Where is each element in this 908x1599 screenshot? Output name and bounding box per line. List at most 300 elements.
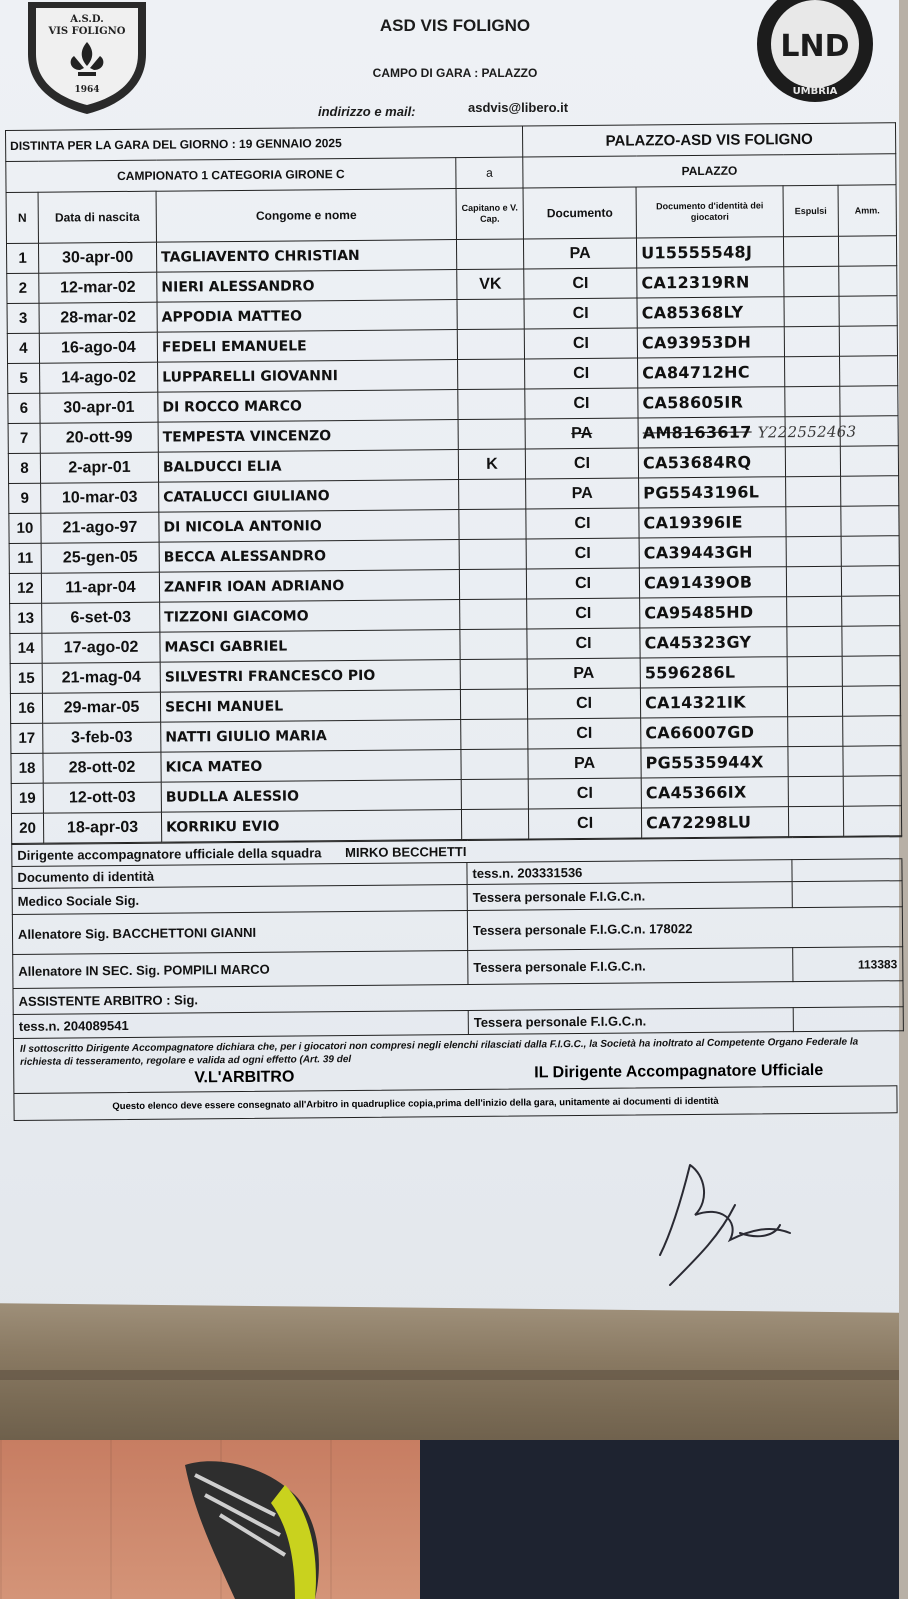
player-document-type-text: CI <box>573 394 590 412</box>
player-number-text: 8 <box>20 459 29 477</box>
player-birth-date-text: 12-mar-02 <box>59 278 136 297</box>
document-header <box>0 0 899 140</box>
player-number-text: 11 <box>17 549 34 567</box>
player-number-text: 17 <box>18 729 36 747</box>
player-captain <box>460 629 527 660</box>
player-document-id-text: CA91439OB <box>643 572 753 593</box>
logo-line1: A.S.D. <box>70 14 104 25</box>
player-document-id <box>638 417 857 448</box>
player-document-type <box>524 328 637 359</box>
player-captain <box>459 539 526 570</box>
player-document-type <box>526 538 639 569</box>
player-captain <box>460 659 527 690</box>
player-document-id <box>640 597 787 628</box>
player-captain <box>461 719 528 750</box>
player-number <box>7 273 39 303</box>
player-document-id <box>639 537 786 568</box>
player-amm <box>843 776 901 807</box>
player-document-type-text: CI <box>576 724 593 742</box>
player-document-id-text: CA93953DH <box>641 332 752 353</box>
player-document-id-text: CA95485HD <box>644 602 754 623</box>
player-name <box>159 480 459 513</box>
player-birth-date-text: 30-apr-00 <box>61 248 134 267</box>
player-name-text: KICA MATEO <box>165 758 263 776</box>
player-document-id-text: CA45323GY <box>644 632 752 653</box>
assistente-label: ASSISTENTE ARBITRO : Sig. <box>13 981 903 1015</box>
allenatore-label: Allenatore Sig. BACCHETTONI GIANNI <box>12 910 467 954</box>
player-captain <box>457 269 524 300</box>
player-birth-date <box>39 302 157 333</box>
player-document-type <box>525 358 638 389</box>
player-document-id <box>641 717 788 748</box>
player-name-text: DI ROCCO MARCO <box>162 397 302 416</box>
player-document-id <box>639 507 786 538</box>
player-document-id-text: CA72298LU <box>646 812 752 833</box>
player-document-id-text: CA66007GD <box>645 722 755 743</box>
player-name <box>156 240 456 273</box>
col-expelled: Espulsi <box>783 185 838 236</box>
player-birth-date-text: 30-apr-01 <box>63 398 135 417</box>
player-birth-date-text: 11-apr-04 <box>65 578 136 596</box>
player-number-text: 2 <box>18 279 28 297</box>
player-number <box>11 723 43 753</box>
player-amm <box>843 716 901 747</box>
dirigente-label: Dirigente accompagnatore ufficiale della squadra <box>17 845 322 863</box>
player-expelled <box>787 656 842 686</box>
player-document-id-text: PG5535944X <box>645 752 764 773</box>
player-document-id-text: CA39443GH <box>643 542 753 563</box>
player-document-type <box>524 268 637 299</box>
footer-instruction: Questo elenco deve essere consegnato all'Arbitro in quadruplice copia,prima dell'inizio della gara, unitamente ai documenti di identità <box>13 1085 897 1121</box>
player-birth-date-text: 25-gen-05 <box>62 548 138 567</box>
player-number <box>10 663 42 693</box>
player-birth-date-text: 29-mar-05 <box>63 698 140 717</box>
club-name: ASD VIS FOLIGNO <box>379 16 531 35</box>
player-captain <box>460 689 527 720</box>
player-document-type <box>526 508 639 539</box>
player-captain <box>459 479 526 510</box>
player-expelled <box>786 536 841 566</box>
match-roster <box>5 122 908 1121</box>
player-document-type <box>528 748 641 779</box>
player-birth-date <box>41 572 159 603</box>
player-name <box>161 780 461 813</box>
player-name-text: TIZZONI GIACOMO <box>164 607 309 626</box>
player-number <box>9 543 41 573</box>
allenatore-tessera: Tessera personale F.I.G.C.n. 178022 <box>467 907 902 951</box>
lnd-logo-text: LND <box>780 29 850 64</box>
player-amm <box>841 536 899 567</box>
player-document-type <box>525 448 638 479</box>
player-amm <box>841 476 899 507</box>
roster-table <box>5 122 902 844</box>
player-name <box>157 300 457 333</box>
player-expelled <box>786 476 841 506</box>
allenatore2-number: 113383 <box>793 947 903 982</box>
col-birth: Data di nascita <box>38 191 156 243</box>
player-document-type <box>524 238 637 269</box>
player-document-type <box>527 688 640 719</box>
player-document-id-text: CA53684RQ <box>642 452 752 473</box>
player-document-type <box>528 778 641 809</box>
player-birth-date-text: 14-ago-02 <box>61 368 137 387</box>
player-expelled <box>787 596 842 626</box>
player-document-type <box>524 298 637 329</box>
player-amm <box>841 566 899 597</box>
player-document-id-text: U15555548J <box>641 242 753 263</box>
player-birth-date <box>40 392 158 423</box>
player-number <box>9 483 41 513</box>
person-leg <box>420 1440 899 1599</box>
player-number <box>7 333 39 363</box>
player-name-text: ZANFIR IOAN ADRIANO <box>163 577 345 596</box>
documento-value: tess.n. 203331536 <box>467 860 792 885</box>
player-document-id <box>639 567 786 598</box>
player-name <box>159 510 459 543</box>
player-captain <box>461 749 528 780</box>
arbitro-label: V.L'ARBITRO <box>194 1068 295 1087</box>
player-amm <box>842 626 900 657</box>
player-document-id <box>637 237 784 268</box>
staff-table <box>11 836 904 1039</box>
player-document-id <box>638 357 785 388</box>
match-location: PALAZZO <box>523 154 896 188</box>
player-birth-date-text: 28-ott-02 <box>68 758 136 776</box>
player-number-text: 14 <box>17 639 35 657</box>
player-birth-date-text: 21-mag-04 <box>61 668 141 687</box>
player-name <box>158 360 458 393</box>
player-number-text: 6 <box>19 399 29 417</box>
player-number-text: 18 <box>18 759 36 777</box>
player-number <box>8 423 40 453</box>
player-name-text: SECHI MANUEL <box>164 698 284 716</box>
documento-extra <box>792 859 902 882</box>
player-document-id-text: PG5543196L <box>643 482 760 503</box>
player-birth-date <box>43 752 161 783</box>
player-amm <box>842 686 900 717</box>
player-number <box>8 393 40 423</box>
player-document-type-text: CI <box>573 364 590 382</box>
allenatore2-label: Allenatore IN SEC. Sig. POMPILI MARCO <box>13 950 468 988</box>
assistente-extra <box>793 1007 903 1032</box>
campo-di-gara: CAMPO DI GARA : PALAZZO <box>372 66 538 80</box>
player-birth-date <box>42 632 160 663</box>
player-number-text: 12 <box>17 579 34 597</box>
player-amm <box>840 446 898 477</box>
player-document-type-text: CI <box>572 274 589 292</box>
handwritten-signature-icon <box>650 1145 810 1295</box>
player-expelled <box>787 686 842 716</box>
player-birth-date <box>38 242 156 273</box>
player-birth-date <box>40 362 158 393</box>
player-expelled <box>785 446 840 476</box>
campionato-label: CAMPIONATO 1 CATEGORIA GIRONE C <box>6 158 456 193</box>
player-birth-date <box>43 722 161 753</box>
player-document-id <box>640 627 787 658</box>
col-amm: Amm. <box>838 185 896 237</box>
player-captain <box>458 359 525 390</box>
player-document-id-text: CA84712HC <box>642 362 750 383</box>
player-name <box>160 630 460 663</box>
player-number-text: 20 <box>19 819 37 837</box>
player-name <box>160 660 460 693</box>
player-document-type-text: CI <box>576 784 593 802</box>
player-name <box>161 720 461 753</box>
player-document-id-text: CA85368LY <box>641 302 744 323</box>
player-name-text: TEMPESTA VINCENZO <box>162 427 332 446</box>
player-birth-date <box>43 812 161 843</box>
player-document-type-text: PA <box>569 244 591 262</box>
medico-label: Medico Sociale Sig. <box>12 884 467 914</box>
player-birth-date-text: 20-ott-99 <box>65 428 133 446</box>
player-number <box>6 243 38 273</box>
player-number <box>11 813 43 843</box>
player-birth-date-text: 6-set-03 <box>70 608 132 626</box>
club-logo-shield-icon <box>22 0 152 116</box>
assistente-tess: tess.n. 204089541 <box>13 1010 468 1038</box>
player-name <box>161 750 461 783</box>
player-captain <box>461 809 528 840</box>
player-birth-date <box>40 422 158 453</box>
board-edge <box>0 1370 899 1380</box>
player-number <box>10 603 42 633</box>
player-name-text: NATTI GIULIO MARIA <box>165 727 327 746</box>
player-name-text: FEDELI EMANUELE <box>161 337 307 356</box>
player-birth-date <box>40 452 158 483</box>
dirigente-signature-label: IL Dirigente Accompagnatore Ufficiale <box>534 1061 824 1082</box>
player-document-type <box>525 388 638 419</box>
player-number-text: 1 <box>18 249 27 267</box>
player-document-type <box>527 628 640 659</box>
player-birth-date <box>41 482 159 513</box>
medico-extra <box>792 881 902 908</box>
player-captain <box>459 569 526 600</box>
col-name: Congome e nome <box>156 189 456 243</box>
logo-line2: VIS FOLIGNO <box>48 26 126 37</box>
player-captain <box>459 509 526 540</box>
player-name <box>160 690 460 723</box>
player-name <box>160 600 460 633</box>
player-expelled <box>784 296 839 326</box>
player-captain <box>457 329 524 360</box>
player-document-id-text: 5596286L <box>644 662 736 683</box>
column-header-row <box>6 185 896 244</box>
player-name <box>161 810 461 843</box>
player-document-id-text: CA58605IR <box>642 392 744 413</box>
player-document-id-text: AM8163617 <box>642 422 752 443</box>
player-name-text: NIERI ALESSANDRO <box>161 277 315 296</box>
player-document-id <box>637 327 784 358</box>
player-expelled <box>784 236 839 266</box>
player-name-text: BALDUCCI ELIA <box>162 458 282 476</box>
player-captain <box>458 449 525 480</box>
player-name <box>159 570 459 603</box>
player-amm <box>842 656 900 687</box>
player-expelled <box>785 356 840 386</box>
player-document-type-text: CI <box>574 514 591 532</box>
player-amm <box>839 326 897 357</box>
match-teams: PALAZZO-ASD VIS FOLIGNO <box>523 123 896 157</box>
player-captain <box>458 419 525 450</box>
allenatore2-tessera: Tessera personale F.I.G.C.n. <box>468 948 793 985</box>
player-birth-date <box>42 692 160 723</box>
player-number-text: 5 <box>19 369 28 387</box>
player-document-id-text: CA12319RN <box>641 272 750 293</box>
col-document: Documento <box>523 187 636 239</box>
player-document-type <box>527 598 640 629</box>
col-captain: Capitano e V. Cap. <box>456 188 523 240</box>
player-expelled <box>785 386 840 416</box>
player-document-type <box>525 418 638 449</box>
player-amm <box>843 806 901 837</box>
shoe-icon <box>175 1455 335 1599</box>
player-document-id <box>637 267 784 298</box>
address-label: indirizzo e mail: <box>318 104 416 119</box>
player-document-type <box>526 568 639 599</box>
player-amm <box>843 746 901 777</box>
player-birth-date <box>41 512 159 543</box>
player-number-text: 16 <box>18 699 35 717</box>
player-document-id <box>637 297 784 328</box>
player-document-type-text: PA <box>573 754 596 772</box>
player-document-type-text: PA <box>573 664 595 682</box>
player-number <box>8 363 40 393</box>
player-name-text: TAGLIAVENTO CHRISTIAN <box>161 247 360 266</box>
documento-label: Documento di identità <box>12 862 467 888</box>
player-document-type-text: CI <box>574 574 592 592</box>
assistente-tessera: Tessera personale F.I.G.C.n. <box>468 1008 793 1035</box>
player-captain <box>458 389 525 420</box>
player-number <box>9 513 41 543</box>
handwritten-correction: Y222552463 <box>757 422 857 442</box>
player-captain <box>461 779 528 810</box>
player-expelled <box>788 716 843 746</box>
player-amm <box>839 236 897 267</box>
player-number-text: 10 <box>16 519 34 537</box>
player-name-text: BUDLLA ALESSIO <box>165 787 300 806</box>
player-number <box>8 453 40 483</box>
player-document-id-text: CA45366IX <box>645 782 747 803</box>
player-expelled <box>788 806 843 836</box>
player-name-text: SILVESTRI FRANCESCO PIO <box>164 667 376 686</box>
player-document-type-text: CI <box>575 604 592 622</box>
player-birth-date-text: 16-ago-04 <box>60 338 136 357</box>
player-captain <box>457 299 524 330</box>
player-birth-date <box>43 782 161 813</box>
logo-year: 1964 <box>74 85 100 95</box>
player-birth-date <box>39 272 157 303</box>
player-number-text: 3 <box>18 309 28 327</box>
player-document-type <box>526 478 639 509</box>
player-document-type-text: CI <box>575 634 592 652</box>
player-name-text: CATALUCCI GIULIANO <box>163 487 330 506</box>
player-name-text: LUPPARELLI GIOVANNI <box>162 367 338 386</box>
player-number <box>9 573 41 603</box>
player-amm <box>841 506 899 537</box>
player-expelled <box>786 566 841 596</box>
player-birth-date-text: 3-feb-03 <box>71 728 133 746</box>
player-birth-date-text: 2-apr-01 <box>68 458 131 476</box>
player-amm <box>840 386 898 417</box>
player-document-id <box>639 477 786 508</box>
player-document-type-text: CI <box>577 814 594 832</box>
lnd-logo-region: UMBRIA <box>792 86 838 97</box>
distinta-label: DISTINTA PER LA GARA DEL GIORNO : 19 GENNAIO 2025 <box>6 126 523 162</box>
player-birth-date <box>42 602 160 633</box>
player-document-id <box>641 807 788 838</box>
player-name <box>158 420 458 453</box>
player-document-type-text: CI <box>572 334 590 352</box>
player-number-text: 4 <box>19 339 28 357</box>
player-name-text: DI NICOLA ANTONIO <box>163 517 322 536</box>
player-birth-date <box>42 662 160 693</box>
player-document-type-text: PA <box>571 424 593 442</box>
player-document-id-text: CA14321IK <box>644 692 746 713</box>
player-captain <box>456 239 523 270</box>
player-number-text: 9 <box>20 489 29 507</box>
player-name <box>159 540 459 573</box>
address-email: asdvis@libero.it <box>468 100 569 115</box>
player-document-type-text: CI <box>572 304 589 322</box>
player-document-type <box>528 808 641 839</box>
player-number-text: 15 <box>17 669 35 687</box>
player-document-type-text: CI <box>573 454 591 472</box>
player-document-type <box>527 658 640 689</box>
declaration-note: Il sottoscritto Dirigente Accompagnatore dichiara che, per i giocatori non compresi negli elenchi rilasciati dalla F.I.G.C., la Società ha inoltrato al Competente Organo Federale la richiesta di tesseramento, regolare e valida ad ogni effetto (Art. 39 del <box>13 1031 904 1069</box>
player-number <box>10 693 42 723</box>
player-amm <box>839 266 897 297</box>
player-birth-date-text: 28-mar-02 <box>60 308 137 327</box>
player-document-id <box>638 387 785 418</box>
player-document-type-text: CI <box>574 544 591 562</box>
player-amm <box>840 356 898 387</box>
player-expelled <box>784 326 839 356</box>
player-name-text: KORRIKU EVIO <box>166 818 280 836</box>
player-name <box>157 330 457 363</box>
player-name-text: BECCA ALESSANDRO <box>163 547 327 566</box>
player-number-text: 7 <box>19 429 29 447</box>
player-birth-date-text: 10-mar-03 <box>61 488 138 507</box>
player-number <box>11 783 43 813</box>
player-rows <box>6 236 901 844</box>
player-birth-date-text: 12-ott-03 <box>68 788 136 806</box>
player-name-text: APPODIA MATTEO <box>161 307 303 326</box>
player-document-id <box>641 777 788 808</box>
player-birth-date-text: 21-ago-97 <box>62 518 138 537</box>
col-n: N <box>6 192 38 243</box>
player-birth-date-text: 18-apr-03 <box>66 818 139 836</box>
player-number <box>11 753 43 783</box>
player-number <box>7 303 39 333</box>
player-name <box>158 390 458 423</box>
player-document-id <box>640 687 787 718</box>
player-name <box>158 450 458 483</box>
medico-tessera: Tessera personale F.I.G.C.n. <box>467 882 792 911</box>
player-number-text: 13 <box>17 609 35 627</box>
player-name-text: MASCI GABRIEL <box>164 638 288 656</box>
player-document-type <box>528 718 641 749</box>
player-document-type-text: PA <box>571 484 593 502</box>
player-document-id-text: CA19396IE <box>643 512 743 533</box>
player-captain-text: K <box>486 455 498 473</box>
player-birth-date <box>39 332 157 363</box>
player-birth-date <box>41 542 159 573</box>
player-document-id <box>638 447 785 478</box>
player-expelled <box>786 506 841 536</box>
player-amm <box>842 596 900 627</box>
player-amm <box>839 296 897 327</box>
player-expelled <box>788 776 843 806</box>
